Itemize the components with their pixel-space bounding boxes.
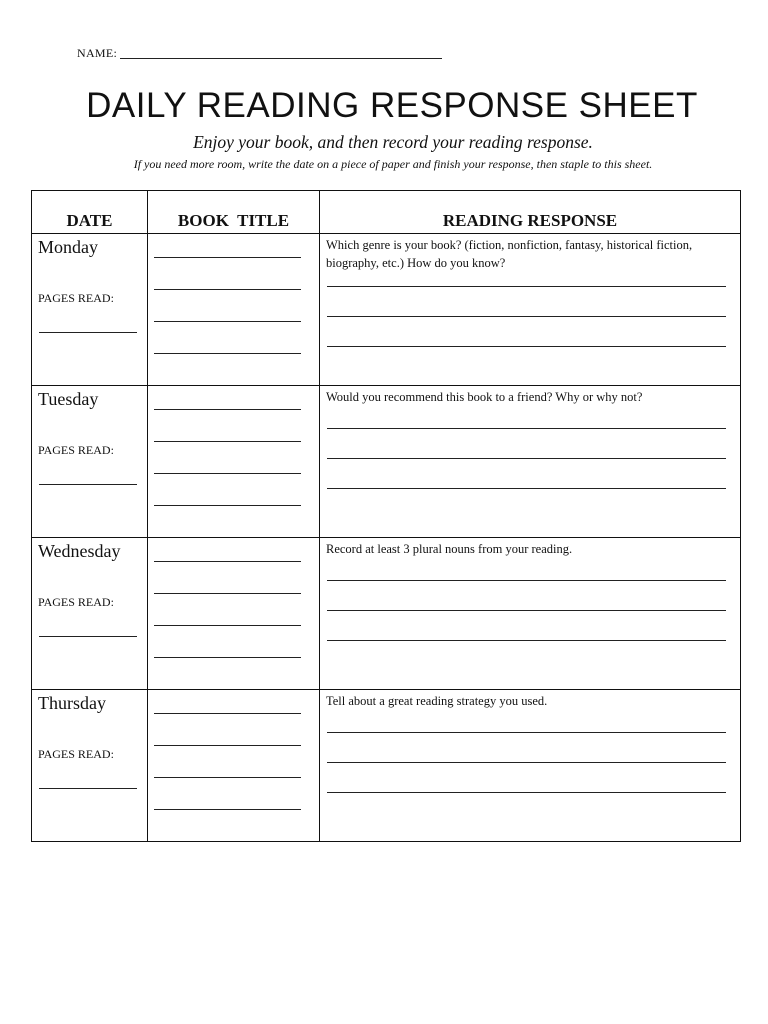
response-blank[interactable] [327, 488, 726, 489]
response-prompt: Tell about a great reading strategy you used. [326, 694, 548, 708]
pages-read-blank[interactable] [39, 484, 137, 485]
book-title-blank[interactable] [154, 745, 301, 746]
book-title-blank[interactable] [154, 777, 301, 778]
day-name: Monday [38, 237, 98, 257]
book-title-blank[interactable] [154, 257, 301, 258]
book-title-blank[interactable] [154, 713, 301, 714]
book-title-cell [148, 234, 320, 386]
pages-read-label: PAGES READ: [38, 747, 114, 761]
table-header-row [32, 191, 741, 234]
column-header-book-title: BOOK TITLE [148, 191, 320, 234]
book-title-blank[interactable] [154, 657, 301, 658]
reading-response-table [31, 190, 741, 842]
book-title-cell [148, 386, 320, 538]
response-blank[interactable] [327, 458, 726, 459]
pages-read-blank[interactable] [39, 332, 137, 333]
response-blank[interactable] [327, 316, 726, 317]
response-cell [320, 386, 741, 538]
book-title-blank[interactable] [154, 593, 301, 594]
day-name: Wednesday [38, 541, 121, 561]
book-title-blank[interactable] [154, 561, 301, 562]
name-blank-line[interactable] [120, 46, 442, 59]
page-title: DAILY READING RESPONSE SHEET [86, 86, 698, 125]
pages-read-label: PAGES READ: [38, 595, 114, 609]
book-title-blank[interactable] [154, 473, 301, 474]
name-field-row [77, 46, 442, 61]
book-title-blank[interactable] [154, 289, 301, 290]
column-header-reading-response: READING RESPONSE [320, 191, 741, 234]
book-title-blank[interactable] [154, 353, 301, 354]
pages-read-label: PAGES READ: [38, 291, 114, 305]
instruction-note: If you need more room, write the date on a piece of paper and finish your response, then staple to this sheet. [133, 157, 653, 171]
response-blank[interactable] [327, 428, 726, 429]
response-blank[interactable] [327, 610, 726, 611]
book-title-blank[interactable] [154, 409, 301, 410]
response-blank[interactable] [327, 792, 726, 793]
day-name: Tuesday [38, 389, 99, 409]
page-subtitle: Enjoy your book, and then record your reading response. [193, 132, 593, 152]
response-blank[interactable] [327, 580, 726, 581]
day-name: Thursday [38, 693, 106, 713]
response-blank[interactable] [327, 640, 726, 641]
response-prompt: Record at least 3 plural nouns from your reading. [326, 542, 573, 556]
book-title-blank[interactable] [154, 505, 301, 506]
response-blank[interactable] [327, 732, 726, 733]
response-cell [320, 690, 741, 842]
pages-read-label: PAGES READ: [38, 443, 114, 457]
response-cell [320, 538, 741, 690]
date-cell [32, 234, 148, 386]
pages-read-blank[interactable] [39, 636, 137, 637]
table-row [32, 690, 741, 842]
book-title-cell [148, 538, 320, 690]
response-blank[interactable] [327, 286, 726, 287]
pages-read-blank[interactable] [39, 788, 137, 789]
response-prompt: Would you recommend this book to a friend? Why or why not? [326, 390, 643, 404]
response-blank[interactable] [327, 346, 726, 347]
name-label: NAME: [77, 46, 118, 60]
response-prompt: Which genre is your book? (fiction, nonfiction, fantasy, historical fiction, biography, etc.) How do you know? [326, 238, 693, 270]
table-row [32, 538, 741, 690]
book-title-blank[interactable] [154, 625, 301, 626]
column-header-date: DATE [32, 191, 148, 234]
table-row [32, 234, 741, 386]
book-title-cell [148, 690, 320, 842]
response-cell [320, 234, 741, 386]
book-title-blank[interactable] [154, 809, 301, 810]
book-title-blank[interactable] [154, 441, 301, 442]
book-title-blank[interactable] [154, 321, 301, 322]
date-cell [32, 538, 148, 690]
date-cell [32, 690, 148, 842]
date-cell [32, 386, 148, 538]
response-blank[interactable] [327, 762, 726, 763]
table-row [32, 386, 741, 538]
